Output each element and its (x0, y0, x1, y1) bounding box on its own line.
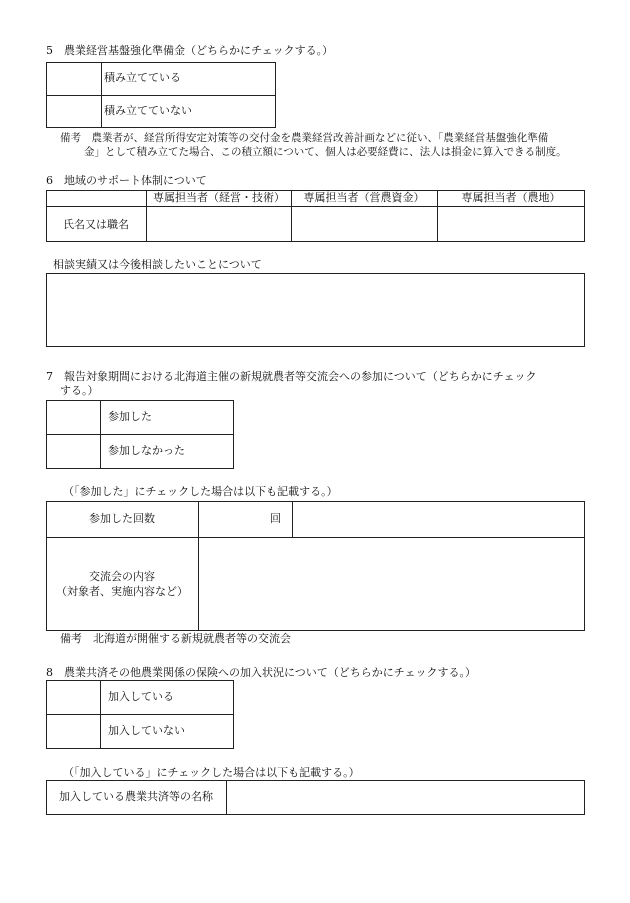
insurance-no-checkbox[interactable] (47, 715, 100, 748)
exchange-no-checkbox[interactable] (47, 435, 100, 468)
section7-remark: 備考 北海道が開催する新規就農者等の交流会 (60, 632, 291, 645)
consult-textarea[interactable] (46, 273, 585, 347)
section8-sub-note: （「加入している」にチェックした場合は以下も記載する。） (63, 766, 360, 779)
reserve-yes-checkbox[interactable] (47, 63, 101, 95)
exchange-yes-checkbox[interactable] (47, 401, 100, 434)
section6-heading: 6 地域のサポート体制について (46, 174, 207, 187)
section8-heading: 8 農業共済その他農業関係の保険への加入状況について（どちらかにチェックする。） (46, 666, 476, 679)
exchange-count-field[interactable] (199, 502, 269, 537)
exchange-content-label-2: （対象者、実施内容など） (56, 585, 188, 598)
exchange-count-label: 参加した回数 (89, 512, 155, 525)
section7-heading-line2: する。） (60, 384, 99, 397)
support-land-name-field[interactable] (438, 207, 584, 241)
insurance-name-field[interactable] (227, 781, 584, 814)
support-row-label: 氏名又は職名 (63, 218, 129, 231)
exchange-count-unit: 回 (270, 512, 281, 525)
support-col-land: 専属担当者（農地） (461, 191, 561, 204)
support-tech-name-field[interactable] (147, 207, 291, 241)
consult-label: 相談実績又は今後相談したいことについて (53, 258, 262, 271)
exchange-no-label: 参加しなかった (108, 444, 185, 457)
exchange-content-field[interactable] (199, 538, 584, 630)
insurance-yes-checkbox[interactable] (47, 681, 100, 714)
section5-heading: 5 農業経営基盤強化準備金（どちらかにチェックする。） (46, 44, 334, 57)
section7-sub-note: （「参加した」にチェックした場合は以下も記載する。） (63, 485, 338, 498)
reserve-no-checkbox[interactable] (47, 96, 101, 127)
section7-heading-line1: 7 報告対象期間における北海道主催の新規就農者等交流会への参加について（どちらかにチェック (46, 370, 537, 383)
section5-note-line1: 備考 農業者が、経営所得安定対策等の交付金を農業経営改善計画などに従い、「農業経営基盤強化準備 (60, 132, 549, 144)
exchange-content-label-1: 交流会の内容 (89, 570, 155, 583)
insurance-no-label: 加入していない (108, 724, 185, 737)
insurance-yes-label: 加入している (108, 690, 174, 703)
insurance-name-label: 加入している農業共済等の名称 (59, 790, 213, 803)
exchange-yes-label: 参加した (108, 410, 152, 423)
reserve-yes-label: 積み立てている (104, 71, 181, 84)
support-col-finance: 専属担当者（営農資金） (303, 191, 425, 204)
support-col-tech: 専属担当者（経営・技術） (153, 191, 285, 204)
reserve-no-label: 積み立てていない (104, 104, 192, 117)
section5-note-line2: 金」として積み立てた場合、この積立額について、個人は必要経費に、法人は損金に算入できる制度。 (84, 146, 567, 158)
support-finance-name-field[interactable] (292, 207, 437, 241)
